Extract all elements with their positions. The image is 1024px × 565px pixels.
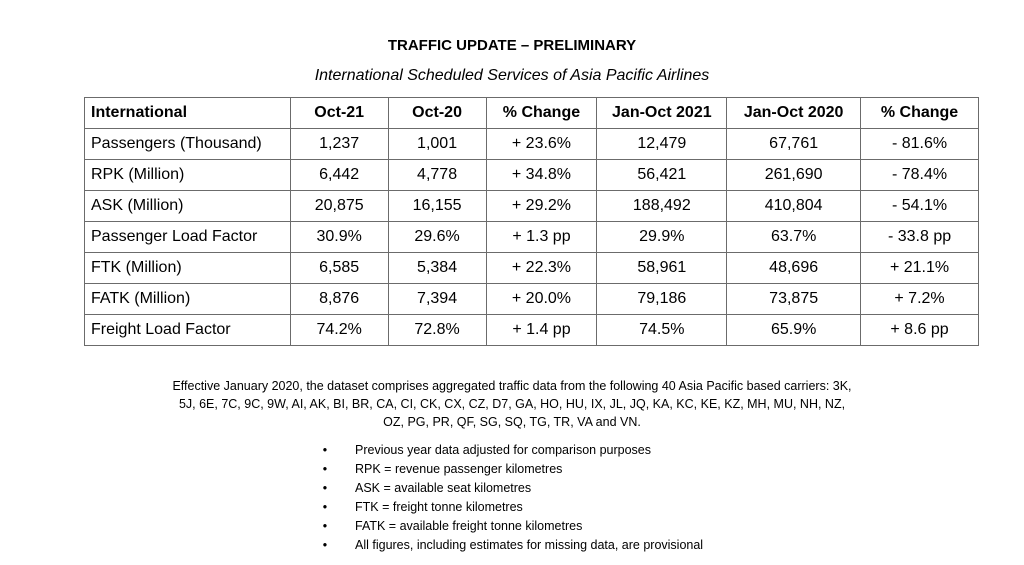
column-header: % Change xyxy=(486,98,597,129)
report-title: TRAFFIC UPDATE – PRELIMINARY xyxy=(387,37,637,54)
row-label: FTK (Million) xyxy=(85,253,291,284)
table-cell: 4,778 xyxy=(388,160,486,191)
list-item-text: ASK = available seat kilometres xyxy=(355,481,532,495)
table-cell: 261,690 xyxy=(727,160,861,191)
table-row xyxy=(85,253,979,284)
table-row xyxy=(85,284,979,315)
bullet-icon: • xyxy=(322,481,328,495)
note-line: Effective January 2020, the dataset comprises aggregated traffic data from the following 40 Asia Pacific based carriers: 3K, xyxy=(172,379,852,393)
list-item xyxy=(300,479,900,498)
table-cell: 6,585 xyxy=(290,253,388,284)
table-cell: + 22.3% xyxy=(486,253,597,284)
bullet-icon: • xyxy=(322,500,328,514)
column-header: % Change xyxy=(861,98,979,129)
list-item xyxy=(300,460,900,479)
table-cell: + 1.4 pp xyxy=(486,315,597,346)
table-cell: 8,876 xyxy=(290,284,388,315)
column-header: Jan-Oct 2020 xyxy=(727,98,861,129)
list-item-text: RPK = revenue passenger kilometres xyxy=(355,462,563,476)
list-item xyxy=(300,517,900,536)
bullet-icon: • xyxy=(322,443,328,457)
table-cell: - 78.4% xyxy=(861,160,979,191)
column-header: International xyxy=(85,98,291,129)
note-line: 5J, 6E, 7C, 9C, 9W, AI, AK, BI, BR, CA, CI, CK, CX, CZ, D7, GA, HO, HU, IX, JL, JQ, KA, KC, KE, KZ, MH, MU, NH, NZ, xyxy=(178,397,846,411)
table-cell: + 20.0% xyxy=(486,284,597,315)
table-row xyxy=(85,191,979,222)
table-cell: + 1.3 pp xyxy=(486,222,597,253)
table-cell: 65.9% xyxy=(727,315,861,346)
table-cell: 20,875 xyxy=(290,191,388,222)
table-cell: 1,001 xyxy=(388,129,486,160)
table-cell: + 29.2% xyxy=(486,191,597,222)
list-item xyxy=(300,441,900,460)
table-cell: 58,961 xyxy=(597,253,727,284)
list-item xyxy=(300,498,900,517)
table-cell: + 34.8% xyxy=(486,160,597,191)
bullet-icon: • xyxy=(322,538,328,552)
table-cell: 5,384 xyxy=(388,253,486,284)
table-cell: 1,237 xyxy=(290,129,388,160)
table-cell: 56,421 xyxy=(597,160,727,191)
table-cell: 188,492 xyxy=(597,191,727,222)
table-cell: 67,761 xyxy=(727,129,861,160)
carriers-note xyxy=(120,377,904,431)
report-subtitle: International Scheduled Services of Asia Pacific Airlines xyxy=(314,67,710,84)
list-item-text: Previous year data adjusted for comparison purposes xyxy=(355,443,651,457)
table-cell: 12,479 xyxy=(597,129,727,160)
table-cell: 29.9% xyxy=(597,222,727,253)
table-header-row xyxy=(85,98,979,129)
table-cell: + 8.6 pp xyxy=(861,315,979,346)
table-cell: 16,155 xyxy=(388,191,486,222)
column-header: Jan-Oct 2021 xyxy=(597,98,727,129)
table-row xyxy=(85,160,979,191)
table-cell: - 33.8 pp xyxy=(861,222,979,253)
table-cell: 74.5% xyxy=(597,315,727,346)
table-cell: 63.7% xyxy=(727,222,861,253)
column-header: Oct-20 xyxy=(388,98,486,129)
table-cell: 30.9% xyxy=(290,222,388,253)
table-cell: 72.8% xyxy=(388,315,486,346)
list-item-text: FTK = freight tonne kilometres xyxy=(355,500,523,514)
row-label: Freight Load Factor xyxy=(85,315,291,346)
row-label: Passengers (Thousand) xyxy=(85,129,291,160)
traffic-table xyxy=(84,97,979,346)
table-cell: 29.6% xyxy=(388,222,486,253)
list-item-text: All figures, including estimates for missing data, are provisional xyxy=(355,538,704,552)
row-label: ASK (Million) xyxy=(85,191,291,222)
column-header: Oct-21 xyxy=(290,98,388,129)
footnote-list xyxy=(300,441,900,555)
table-cell: 410,804 xyxy=(727,191,861,222)
table-cell: 7,394 xyxy=(388,284,486,315)
table-cell: - 81.6% xyxy=(861,129,979,160)
row-label: FATK (Million) xyxy=(85,284,291,315)
bullet-icon: • xyxy=(322,519,328,533)
row-label: RPK (Million) xyxy=(85,160,291,191)
list-item xyxy=(300,536,900,555)
table-cell: 48,696 xyxy=(727,253,861,284)
row-label: Passenger Load Factor xyxy=(85,222,291,253)
table-cell: 74.2% xyxy=(290,315,388,346)
table-cell: + 23.6% xyxy=(486,129,597,160)
table-cell: 6,442 xyxy=(290,160,388,191)
note-line: OZ, PG, PR, QF, SG, SQ, TG, TR, VA and VN. xyxy=(383,415,641,429)
bullet-icon: • xyxy=(322,462,328,476)
table-cell: + 21.1% xyxy=(861,253,979,284)
table-cell: 73,875 xyxy=(727,284,861,315)
list-item-text: FATK = available freight tonne kilometres xyxy=(355,519,583,533)
table-row xyxy=(85,129,979,160)
table-cell: - 54.1% xyxy=(861,191,979,222)
table-row xyxy=(85,315,979,346)
table-cell: 79,186 xyxy=(597,284,727,315)
table-row xyxy=(85,222,979,253)
table-cell: + 7.2% xyxy=(861,284,979,315)
